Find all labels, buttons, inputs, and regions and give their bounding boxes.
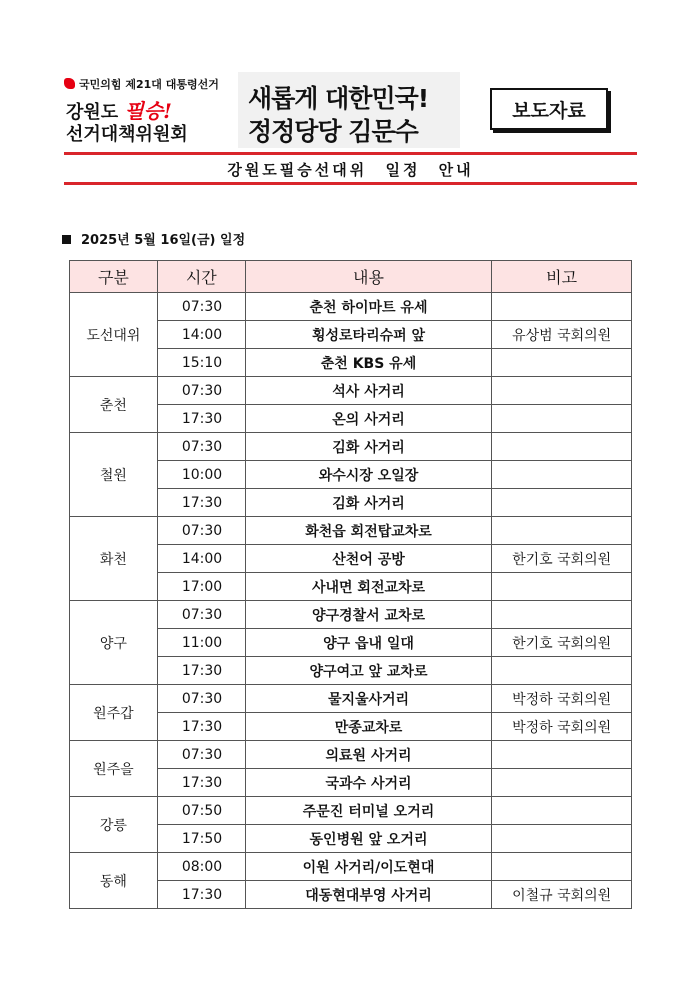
bullet-square-icon	[62, 235, 71, 244]
header-time: 시간	[157, 261, 245, 293]
content-cell: 춘천 하이마트 유세	[245, 293, 492, 321]
note-cell: 유상범 국회의원	[492, 321, 632, 349]
table-row	[70, 377, 632, 405]
content-cell: 횡성로타리슈퍼 앞	[245, 321, 492, 349]
group-name: 춘천	[70, 377, 158, 433]
time-cell: 07:30	[157, 741, 245, 769]
content-cell: 김화 사거리	[245, 433, 492, 461]
table-row	[70, 293, 632, 321]
note-cell	[492, 349, 632, 377]
time-cell: 07:30	[157, 685, 245, 713]
campaign-logo	[64, 76, 244, 146]
time-cell: 17:30	[157, 713, 245, 741]
table-row	[70, 797, 632, 825]
content-cell: 의료원 사거리	[245, 741, 492, 769]
time-cell: 08:00	[157, 853, 245, 881]
table-row	[70, 685, 632, 713]
group-name: 동해	[70, 853, 158, 909]
content-cell: 국과수 사거리	[245, 769, 492, 797]
time-cell: 17:30	[157, 405, 245, 433]
note-cell	[492, 293, 632, 321]
table-header-row	[70, 261, 632, 293]
time-cell: 14:00	[157, 321, 245, 349]
time-cell: 07:30	[157, 377, 245, 405]
time-cell: 07:30	[157, 601, 245, 629]
divider-bottom	[64, 182, 637, 185]
time-cell: 17:30	[157, 769, 245, 797]
group-name: 원주갑	[70, 685, 158, 741]
note-cell: 박정하 국회의원	[492, 685, 632, 713]
header-note: 비고	[492, 261, 632, 293]
content-cell: 양구 읍내 일대	[245, 629, 492, 657]
schedule-date-text: 2025년 5월 16일(금) 일정	[81, 233, 246, 248]
time-cell: 14:00	[157, 545, 245, 573]
note-cell: 한기호 국회의원	[492, 629, 632, 657]
time-cell: 17:00	[157, 573, 245, 601]
content-cell: 사내면 회전교차로	[245, 573, 492, 601]
schedule-date	[62, 229, 245, 248]
table-row	[70, 741, 632, 769]
header-content: 내용	[245, 261, 492, 293]
schedule-table	[69, 260, 632, 909]
note-cell	[492, 797, 632, 825]
time-cell: 17:30	[157, 881, 245, 909]
group-name: 도선대위	[70, 293, 158, 377]
content-cell: 물지울사거리	[245, 685, 492, 713]
time-cell: 17:30	[157, 489, 245, 517]
page-subtitle: 강원도필승선대위 일정 안내	[227, 160, 474, 179]
note-cell	[492, 377, 632, 405]
time-cell: 15:10	[157, 349, 245, 377]
note-cell	[492, 489, 632, 517]
time-cell: 07:30	[157, 293, 245, 321]
table-row	[70, 853, 632, 881]
note-cell	[492, 657, 632, 685]
note-cell: 박정하 국회의원	[492, 713, 632, 741]
content-cell: 춘천 KBS 유세	[245, 349, 492, 377]
party-logo-icon	[64, 78, 75, 89]
time-cell: 17:50	[157, 825, 245, 853]
note-cell: 이철규 국회의원	[492, 881, 632, 909]
note-cell	[492, 517, 632, 545]
group-name: 원주을	[70, 741, 158, 797]
divider-top	[64, 152, 637, 155]
content-cell: 만종교차로	[245, 713, 492, 741]
table-row	[70, 517, 632, 545]
note-cell: 한기호 국회의원	[492, 545, 632, 573]
group-name: 화천	[70, 517, 158, 601]
note-cell	[492, 853, 632, 881]
table-row	[70, 601, 632, 629]
press-release-label: 보도자료	[490, 88, 608, 130]
content-cell: 동인병원 앞 오거리	[245, 825, 492, 853]
content-cell: 주문진 터미널 오거리	[245, 797, 492, 825]
time-cell: 07:50	[157, 797, 245, 825]
content-cell: 온의 사거리	[245, 405, 492, 433]
content-cell: 석사 사거리	[245, 377, 492, 405]
time-cell: 07:30	[157, 517, 245, 545]
content-cell: 양구경찰서 교차로	[245, 601, 492, 629]
time-cell: 10:00	[157, 461, 245, 489]
slogan-banner	[238, 72, 460, 148]
note-cell	[492, 769, 632, 797]
party-line	[64, 76, 219, 92]
party-line-text: 국민의힘 제21대 대통령선거	[79, 78, 219, 91]
time-cell: 07:30	[157, 433, 245, 461]
org-emphasis: 필승!	[124, 99, 172, 123]
note-cell	[492, 825, 632, 853]
table-row	[70, 433, 632, 461]
note-cell	[492, 405, 632, 433]
header-category: 구분	[70, 261, 158, 293]
note-cell	[492, 573, 632, 601]
org-line-2: 선거대책위원회	[66, 124, 188, 145]
content-cell: 화천읍 회전탑교차로	[245, 517, 492, 545]
content-cell: 이원 사거리/이도현대	[245, 853, 492, 881]
time-cell: 17:30	[157, 657, 245, 685]
slogan-line-2: 정정당당 김문수	[248, 117, 418, 146]
group-name: 강릉	[70, 797, 158, 853]
group-name: 철원	[70, 433, 158, 517]
content-cell: 양구여고 앞 교차로	[245, 657, 492, 685]
time-cell: 11:00	[157, 629, 245, 657]
note-cell	[492, 741, 632, 769]
slogan-line-1: 새롭게 대한민국!	[248, 84, 429, 113]
note-cell	[492, 461, 632, 489]
content-cell: 대동현대부영 사거리	[245, 881, 492, 909]
note-cell	[492, 433, 632, 461]
content-cell: 김화 사거리	[245, 489, 492, 517]
group-name: 양구	[70, 601, 158, 685]
note-cell	[492, 601, 632, 629]
content-cell: 산천어 공방	[245, 545, 492, 573]
org-region: 강원도	[66, 102, 119, 123]
content-cell: 와수시장 오일장	[245, 461, 492, 489]
schedule-body	[70, 293, 632, 909]
